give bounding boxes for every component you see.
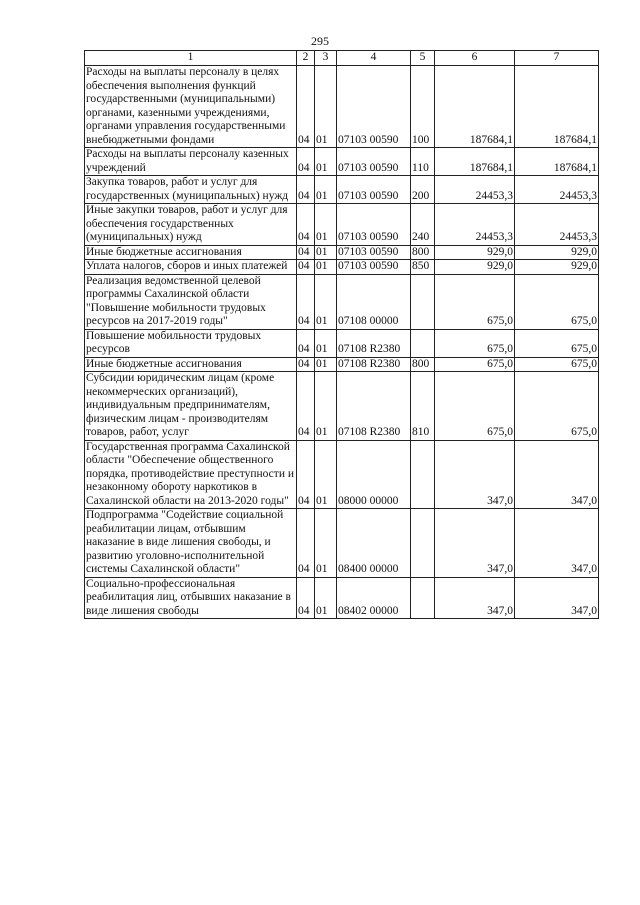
row-expense-type [411,329,435,357]
col-header-name: 1 [85,51,297,66]
row-amount-2: 187684,1 [515,148,599,176]
row-section: 04 [297,260,315,275]
row-section: 04 [297,357,315,372]
row-subsection: 01 [315,260,337,275]
row-target-article: 07108 R2380 [337,357,411,372]
row-amount-2: 929,0 [515,260,599,275]
row-target-article: 07103 00590 [337,176,411,204]
row-name: Субсидии юридическим лицам (кроме некоммерческих организаций), индивидуальным предпринимателям, физическим лицам - производителям товаров, работ, услуг [85,372,297,441]
row-subsection: 01 [315,176,337,204]
row-section: 04 [297,274,315,329]
row-expense-type [411,440,435,509]
row-expense-type: 810 [411,372,435,441]
row-subsection: 01 [315,329,337,357]
row-target-article: 07103 00590 [337,260,411,275]
table-row [85,329,599,357]
row-subsection: 01 [315,148,337,176]
table-row [85,440,599,509]
page-number: 295 [311,34,329,48]
table-row [85,245,599,260]
row-amount-2: 675,0 [515,357,599,372]
row-amount-1: 675,0 [435,274,515,329]
row-name: Реализация ведомственной целевой программы Сахалинской области "Повышение мобильности трудовых ресурсов на 2017-2019 годы" [85,274,297,329]
row-target-article: 07103 00590 [337,204,411,246]
row-name: Иные закупки товаров, работ и услуг для обеспечения государственных (муниципальных) нужд [85,204,297,246]
row-target-article: 07103 00590 [337,66,411,148]
row-amount-1: 24453,3 [435,204,515,246]
row-expense-type [411,577,435,619]
col-header-expense-type: 5 [411,51,435,66]
row-amount-2: 347,0 [515,509,599,578]
row-expense-type: 850 [411,260,435,275]
row-section: 04 [297,577,315,619]
row-amount-2: 24453,3 [515,176,599,204]
row-name: Иные бюджетные ассигнования [85,245,297,260]
row-amount-1: 675,0 [435,372,515,441]
row-amount-2: 929,0 [515,245,599,260]
row-amount-2: 347,0 [515,440,599,509]
row-section: 04 [297,148,315,176]
col-header-target-article: 4 [337,51,411,66]
row-target-article: 08400 00000 [337,509,411,578]
row-section: 04 [297,176,315,204]
row-amount-1: 187684,1 [435,148,515,176]
row-name: Иные бюджетные ассигнования [85,357,297,372]
row-section: 04 [297,204,315,246]
row-name: Расходы на выплаты персоналу казенных учреждений [85,148,297,176]
row-name: Расходы на выплаты персоналу в целях обеспечения выполнения функций государственными (муниципальными) органами, казенными учреждениями, органами управления государственными внебюджетными фондами [85,66,297,148]
row-amount-2: 675,0 [515,372,599,441]
col-header-amount-1: 6 [435,51,515,66]
row-amount-2: 24453,3 [515,204,599,246]
row-target-article: 07103 00590 [337,148,411,176]
row-subsection: 01 [315,245,337,260]
row-name: Государственная программа Сахалинской области "Обеспечение общественного порядка, противодействие преступности и незаконному обороту наркотиков в Сахалинской области на 2013-2020 годы" [85,440,297,509]
row-expense-type [411,509,435,578]
row-name: Подпрограмма "Содействие социальной реабилитации лицам, отбывшим наказание в виде лишения свободы, и развитию уголовно-исполнительной системы Сахалинской области" [85,509,297,578]
row-name: Повышение мобильности трудовых ресурсов [85,329,297,357]
row-amount-1: 187684,1 [435,66,515,148]
row-subsection: 01 [315,66,337,148]
row-name: Социально-профессиональная реабилитация лиц, отбывших наказание в виде лишения свободы [85,577,297,619]
row-expense-type: 240 [411,204,435,246]
row-subsection: 01 [315,372,337,441]
row-section: 04 [297,509,315,578]
row-subsection: 01 [315,204,337,246]
row-amount-1: 347,0 [435,577,515,619]
col-header-section: 2 [297,51,315,66]
row-target-article: 07108 R2380 [337,329,411,357]
row-expense-type: 800 [411,357,435,372]
row-subsection: 01 [315,577,337,619]
row-amount-1: 675,0 [435,357,515,372]
table-row [85,357,599,372]
row-section: 04 [297,329,315,357]
row-expense-type: 800 [411,245,435,260]
row-expense-type: 100 [411,66,435,148]
row-section: 04 [297,66,315,148]
row-expense-type: 200 [411,176,435,204]
table-row [85,66,599,148]
table-row [85,260,599,275]
row-amount-2: 347,0 [515,577,599,619]
header-row [85,51,599,66]
table-row [85,148,599,176]
row-subsection: 01 [315,274,337,329]
row-subsection: 01 [315,357,337,372]
row-expense-type [411,274,435,329]
row-amount-1: 929,0 [435,245,515,260]
row-target-article: 07103 00590 [337,245,411,260]
row-amount-1: 675,0 [435,329,515,357]
row-amount-1: 24453,3 [435,176,515,204]
row-subsection: 01 [315,440,337,509]
row-subsection: 01 [315,509,337,578]
row-name: Закупка товаров, работ и услуг для государственных (муниципальных) нужд [85,176,297,204]
row-amount-2: 675,0 [515,329,599,357]
row-amount-1: 929,0 [435,260,515,275]
row-amount-1: 347,0 [435,440,515,509]
row-target-article: 07108 00000 [337,274,411,329]
row-amount-2: 675,0 [515,274,599,329]
table-row [85,274,599,329]
table-row [85,204,599,246]
row-target-article: 08000 00000 [337,440,411,509]
col-header-subsection: 3 [315,51,337,66]
table-row [85,176,599,204]
col-header-amount-2: 7 [515,51,599,66]
table-row [85,509,599,578]
table-row [85,372,599,441]
row-expense-type: 110 [411,148,435,176]
row-section: 04 [297,245,315,260]
row-target-article: 08402 00000 [337,577,411,619]
row-section: 04 [297,372,315,441]
budget-table [84,50,599,619]
row-amount-1: 347,0 [435,509,515,578]
row-amount-2: 187684,1 [515,66,599,148]
row-name: Уплата налогов, сборов и иных платежей [85,260,297,275]
row-section: 04 [297,440,315,509]
table-row [85,577,599,619]
row-target-article: 07108 R2380 [337,372,411,441]
